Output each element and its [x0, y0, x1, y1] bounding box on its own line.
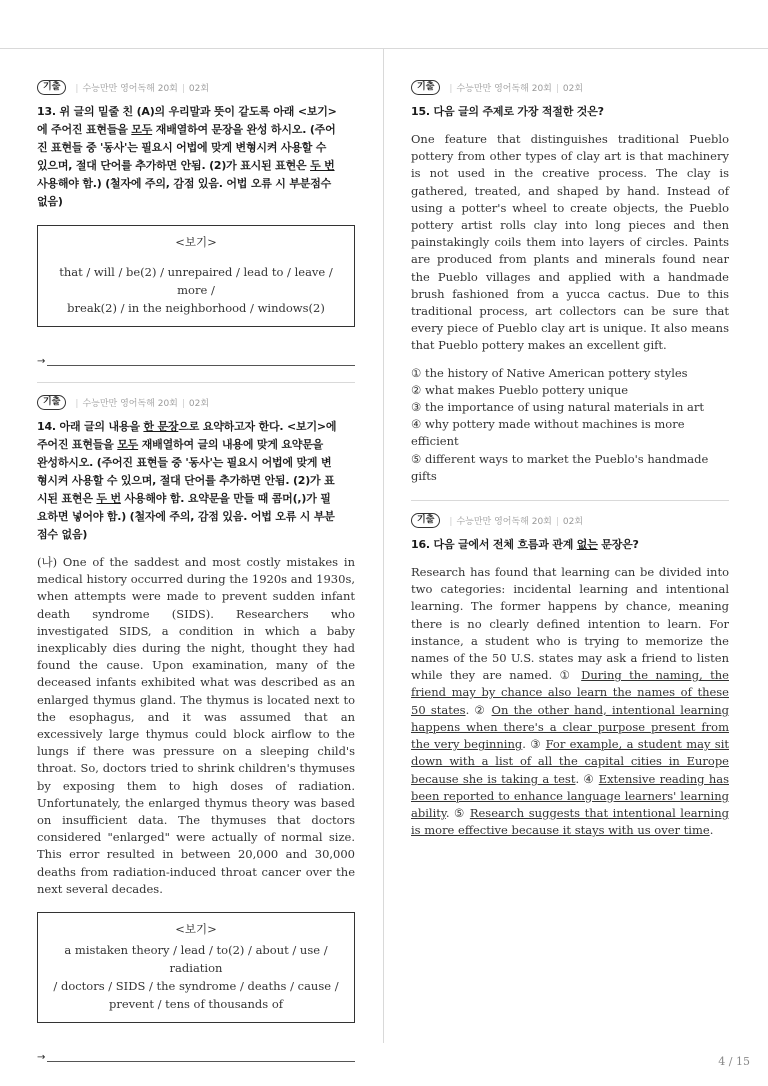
source-text: | 수능만만 영어독해 20회 | 02회	[75, 398, 210, 409]
source-row	[411, 511, 729, 529]
answer-line[interactable]	[37, 1051, 355, 1063]
sentence-3[interactable]: For example, a student may sit down with a list of all the capital cities in Europe because she is taking a test	[411, 737, 729, 786]
box-line: break(2) / in the neighborhood / windows(2)	[67, 301, 325, 315]
sentence-1[interactable]: During the naming, the friend may by chance also learn the names of these 50 states	[411, 668, 729, 717]
source-row	[37, 393, 355, 411]
source-text: | 수능만만 영어독해 20회 | 02회	[449, 83, 584, 94]
source-row	[37, 78, 355, 96]
answer-options	[411, 365, 729, 485]
left-column	[37, 78, 355, 1063]
answer-blank	[47, 365, 355, 366]
arrow-icon: →	[37, 1052, 46, 1064]
right-column	[411, 78, 729, 839]
question-13	[37, 78, 355, 367]
arrow-icon: →	[37, 356, 46, 367]
option-3[interactable]: ③ the importance of using natural materials in art	[411, 400, 704, 415]
question-title: 15. 다음 글의 주제로 가장 적절한 것은?	[411, 105, 604, 118]
passage-text: One feature that distinguishes traditional Pueblo pottery from other types of clay art is that machinery is not used in the creative process. The clay is gathered, treated, and shaped by hand. Instead of using a potter's wheel to create objects, the Pueblo pottery artist rolls clay into long pieces and then painstakingly coils them into layers of circles. Paints are produced from plants and minerals found near the Pueblo villages and applied with a handmade brush fashioned from a yucca cactus. Due to this traditional process, art collectors can be sure that every piece of Pueblo clay art is unique. It also means that Pueblo pottery makes an excellent gift.	[411, 132, 729, 353]
question-15	[411, 78, 729, 485]
box-title: <보기>	[175, 922, 217, 937]
sentence-2[interactable]: On the other hand, intentional learning happens when there's a clear purpose present from the very beginning	[411, 702, 729, 752]
section-rule	[411, 500, 729, 501]
box-line: a mistaken theory / lead / to(2) / about / use / radiation	[64, 943, 328, 976]
passage-text: Research has found that learning can be divided into two categories: incidental learning and intentional learning. The former happens by chance, meaning there is no clearly defined intention to learn. For instance, a student who is trying to memorize the names of the 50 U.S. states may ask a friend to listen while they are named. ① During the naming, the friend may by chance also learn the names of these 50 states. ② On the other hand, intentional learning happens when there's a clear purpose present from the very beginning. ③ For example, a student may sit down with a list of all the capital cities in Europe because she is taking a test. ④ Extensive reading has been reported to enhance language learners' learning ability. ⑤ Research suggests that intentional learning is more effective because it stays with us over time.	[411, 565, 729, 838]
box-title: <보기>	[175, 235, 217, 249]
exam-tag: 기출	[411, 513, 440, 528]
option-5[interactable]: ⑤ different ways to market the Pueblo's handmade gifts	[411, 451, 709, 483]
sentence-4[interactable]: Extensive reading has been reported to enhance language learners' learning ability	[411, 771, 729, 820]
source-text: | 수능만만 영어독해 20회 | 02회	[75, 83, 210, 94]
word-box	[37, 912, 355, 1023]
source-row	[411, 78, 729, 96]
sentence-5[interactable]: Research suggests that intentional learning is more effective because it stays with us over time	[411, 805, 729, 838]
exam-tag: 기출	[411, 80, 440, 95]
exam-tag: 기출	[37, 395, 66, 410]
answer-line[interactable]	[37, 355, 355, 367]
option-1[interactable]: ① the history of Native American pottery styles	[411, 365, 688, 380]
question-14	[37, 393, 355, 1063]
option-2[interactable]: ② what makes Pueblo pottery unique	[411, 382, 629, 397]
question-title: 14. 아래 글의 내용을 한 문장으로 요약하고자 한다. <보기>에 주어진 표현들을 모두 재배열하여 글의 내용에 맞게 요약문을 완성하시오. (주어진 표현들 중 '동사'는 필요시 어법에 맞게 변 형시켜 사용할 수 있으며, 절대 단어를 추가하면 안됨. (2)가 표 시된 표현은 두 번 사용해야 함. 요약문을 만들 때 콤머(,)가 필 요하면 넣어야 함.) (철자에 주의, 감점 있음. 어법 오류 시 부분 점수 없음)	[37, 420, 337, 541]
column-divider	[383, 48, 384, 1043]
answer-blank	[47, 1061, 355, 1062]
box-line: that / will / be(2) / unrepaired / lead to / leave / more /	[59, 265, 333, 297]
source-text: | 수능만만 영어독해 20회 | 02회	[449, 516, 584, 527]
section-rule	[37, 382, 355, 383]
question-title: 16. 다음 글에서 전체 흐름과 관계 없는 문장은?	[411, 538, 639, 552]
box-line: prevent / tens of thousands of	[108, 997, 284, 1012]
word-box	[37, 225, 355, 327]
question-title: 13. 위 글의 밑줄 친 (A)의 우리말과 뜻이 같도록 아래 <보기> 에 주어진 표현들을 모두 재배열하여 문장을 완성 하시오. (주어 진 표현들 중 '동사'는 필요시 어법에 맞게 변형시켜 사용할 수 있으며, 절대 단어를 추가하면 안됨. (2)가 표시된 표현은 두 번 사용해야 함.) (철자에 주의, 감점 있음. 어법 오류 시 부분점수 없음)	[37, 105, 337, 208]
question-16	[411, 511, 729, 839]
box-line: / doctors / SIDS / the syndrome / deaths / cause /	[53, 979, 339, 994]
exam-tag: 기출	[37, 80, 66, 95]
header-rule	[0, 48, 768, 49]
passage-text: (나) One of the saddest and most costly mistakes in medical history occurred during the 1920s and 1930s, when attempts were made to prevent sudden infant death syndrome (SIDS). Researchers who investigated SIDS, a condition in which a baby inexplicably dies during the night, thought they had found the cause. Upon examination, many of the deceased infants exhibited what was described as an enlarged thymus gland. The thymus is located next to the esophagus, and it was assumed that an excessively large thymus could block airflow to the lungs if there was pressure on a sleeping child's throat. So, doctors tried to shrink children's thymuses by exposing them to high doses of radiation. Unfortunately, the enlarged thymus theory was based on insufficient data. The thymuses that doctors considered "enlarged" were actually of normal size. This error resulted in between 20,000 and 30,000 deaths from radiation-induced throat cancer over the next several decades.	[37, 555, 355, 896]
page-number: 4 / 15	[718, 1055, 750, 1068]
option-4[interactable]: ④ why pottery made without machines is more efficient	[411, 417, 685, 449]
